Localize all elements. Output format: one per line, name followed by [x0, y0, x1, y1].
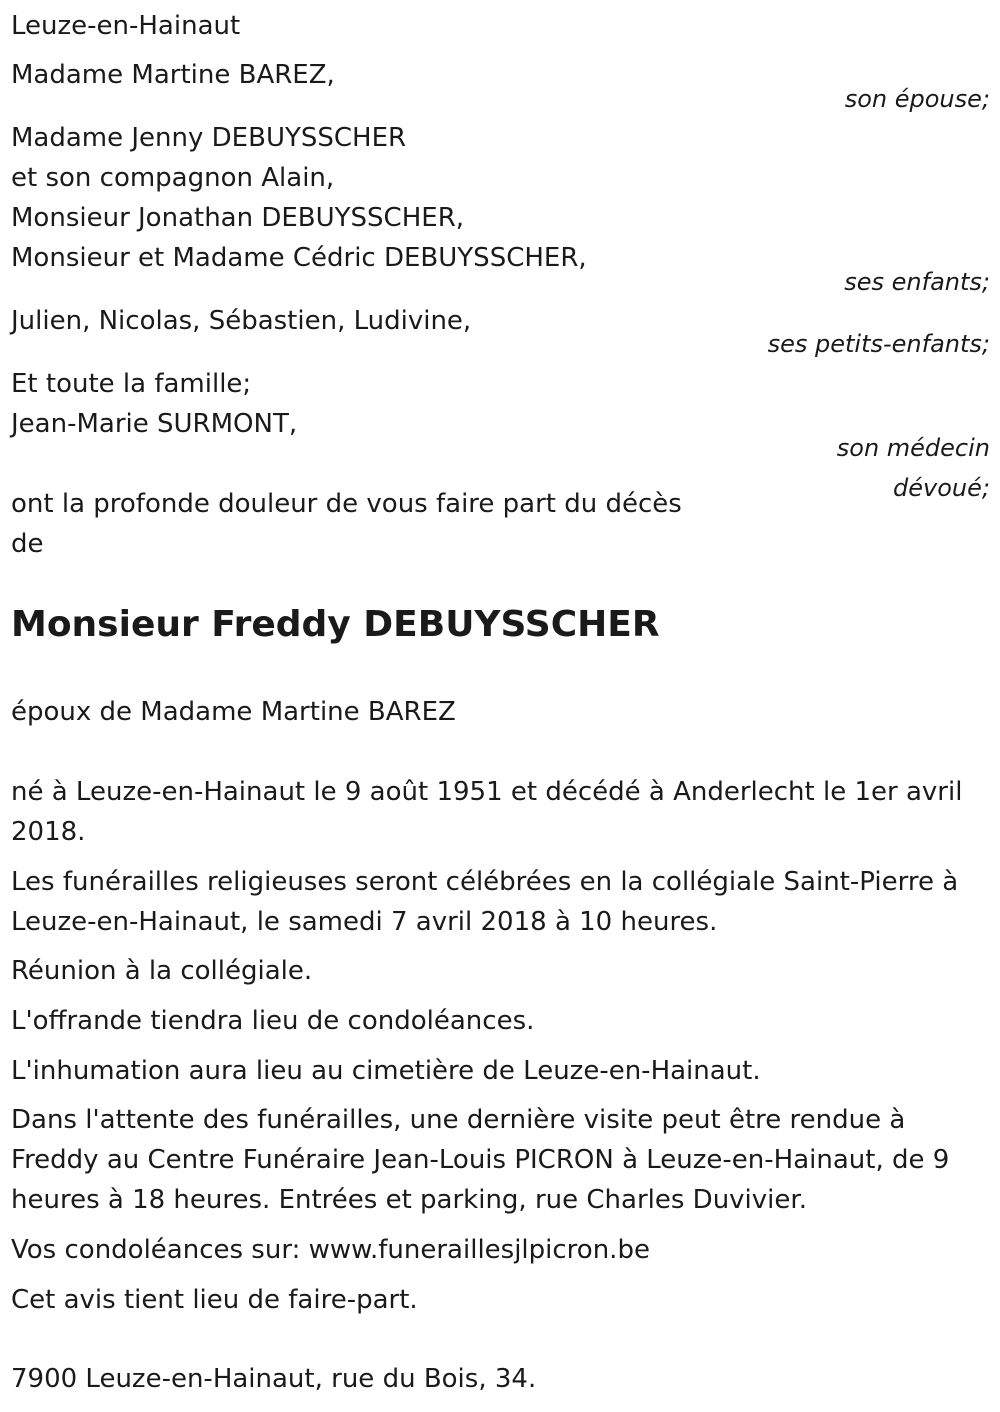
paragraph-line: Freddy au Centre Funéraire Jean-Louis PICRON à Leuze-en-Hainaut, de 9 [11, 1145, 950, 1175]
paragraph-line: 2018. [11, 817, 86, 847]
child-line: Monsieur et Madame Cédric DEBUYSSCHER, [11, 243, 587, 273]
grandchildren-role: ses petits-enfants; [767, 330, 990, 358]
spouse-of-line: époux de Madame Martine BAREZ [11, 697, 456, 727]
paragraph-line: Dans l'attente des funérailles, une dernière visite peut être rendue à [11, 1105, 906, 1135]
condolences-line: Vos condoléances sur: www.funeraillesjlpicron.be [11, 1235, 650, 1265]
child-line: Madame Jenny DEBUYSSCHER [11, 123, 407, 153]
doctor-role-2: dévoué; [893, 474, 990, 502]
children-role: ses enfants; [844, 268, 990, 296]
place-header: Leuze-en-Hainaut [11, 11, 241, 41]
announcement-line-1: ont la profonde douleur de vous faire part du décès [11, 489, 682, 519]
doctor-role-1: son médecin [836, 434, 990, 462]
spouse-line: Madame Martine BAREZ, [11, 60, 335, 90]
deceased-name: Monsieur Freddy DEBUYSSCHER [11, 604, 660, 645]
address-line: 7900 Leuze-en-Hainaut, rue du Bois, 34. [11, 1364, 537, 1394]
announcement-line-2: de [11, 529, 44, 559]
child-line: et son compagnon Alain, [11, 163, 335, 193]
paragraph-line: Leuze-en-Hainaut, le samedi 7 avril 2018 à 10 heures. [11, 907, 718, 937]
child-line: Monsieur Jonathan DEBUYSSCHER, [11, 203, 465, 233]
paragraph-line: heures à 18 heures. Entrées et parking, rue Charles Duvivier. [11, 1185, 807, 1215]
paragraph-line: L'inhumation aura lieu au cimetière de Leuze-en-Hainaut. [11, 1056, 761, 1086]
whole-family-line: Et toute la famille; [11, 369, 252, 399]
paragraph-line: né à Leuze-en-Hainaut le 9 août 1951 et décédé à Anderlecht le 1er avril [11, 777, 963, 807]
paragraph-line: L'offrande tiendra lieu de condoléances. [11, 1006, 535, 1036]
spouse-role: son épouse; [844, 85, 990, 113]
paragraph-line: Cet avis tient lieu de faire-part. [11, 1285, 418, 1315]
paragraph-line: Réunion à la collégiale. [11, 956, 313, 986]
doctor-line: Jean-Marie SURMONT, [11, 409, 298, 439]
paragraph-line: Les funérailles religieuses seront célébrées en la collégiale Saint-Pierre à [11, 867, 959, 897]
grandchildren-line: Julien, Nicolas, Sébastien, Ludivine, [11, 306, 472, 336]
